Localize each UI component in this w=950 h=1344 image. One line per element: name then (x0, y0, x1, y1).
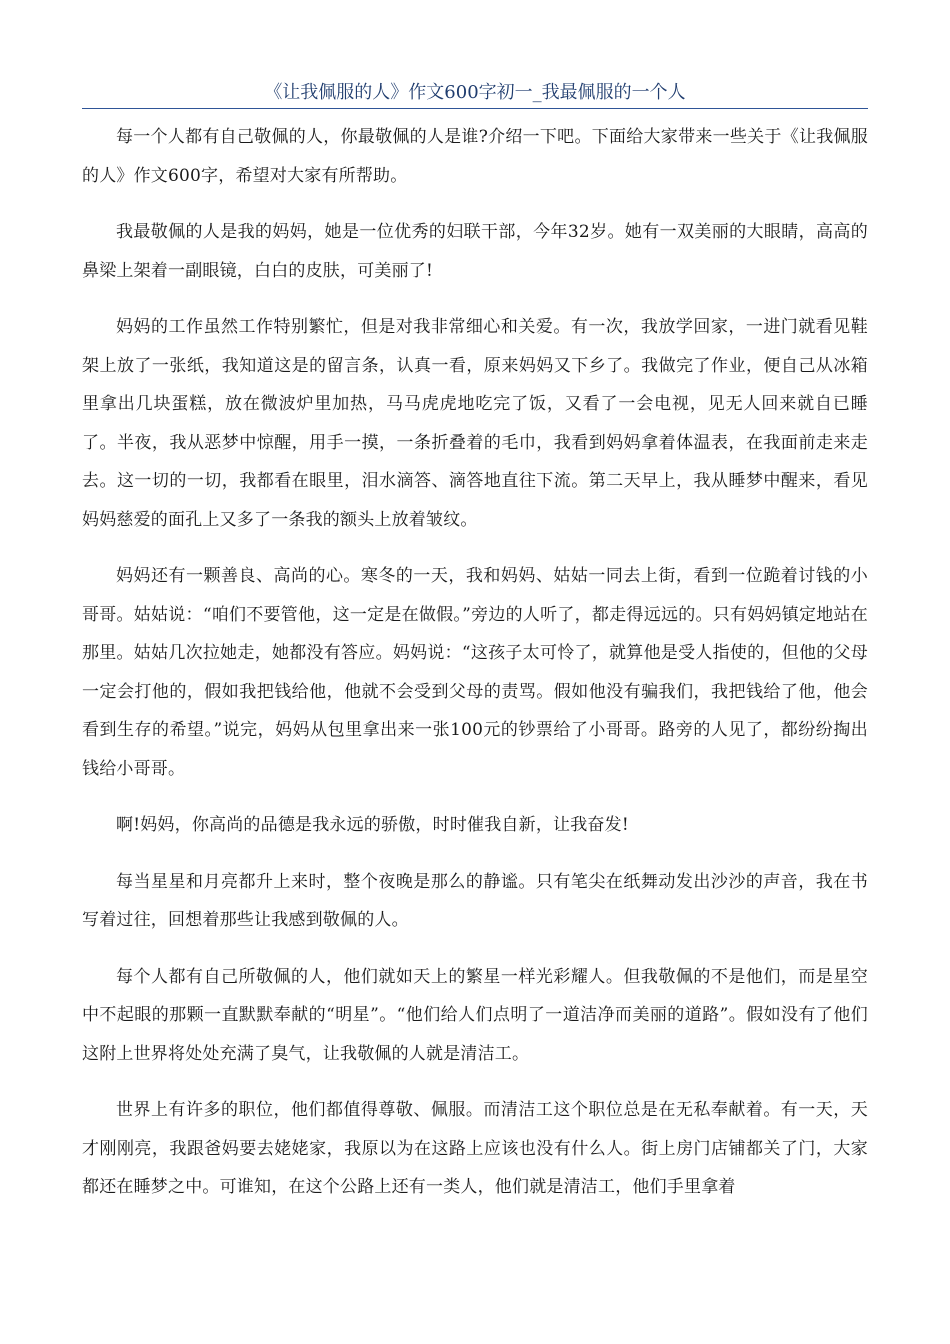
paragraph-exclamation: 啊!妈妈，你高尚的品德是我永远的骄傲，时时催我自新，让我奋发! (116, 815, 629, 835)
paragraph-mother-kindness: 妈妈还有一颗善良、高尚的心。寒冬的一天，我和妈妈、姑姑一同去上街，看到一位跪着讨钱的小哥哥。姑姑说：“咱们不要管他，这一定是在做假。”旁边的人听了，都走得远远的。只有妈妈镇定地站在那里。姑姑几次拉她走，她都没有答应。妈妈说：“这孩子太可怜了，就算他是受人指使的，但他的父母一定会打他的，假如我把钱给他，他就不会受到父母的责骂。假如他没有骗我们，我把钱给了他，他会看到生存的希望。”说完，妈妈从包里拿出来一张100元的钞票给了小哥哥。路旁的人见了，都纷纷掏出钱给小哥哥。 (82, 566, 868, 779)
title-underline (82, 108, 868, 109)
paragraph-night: 每当星星和月亮都升上来时，整个夜晚是那么的静谧。只有笔尖在纸舞动发出沙沙的声音，我在书写着过往，回想着那些让我感到敬佩的人。 (82, 871, 868, 930)
paragraph-intro: 每一个人都有自己敬佩的人，你最敬佩的人是谁?介绍一下吧。下面给大家带来一些关于《让我佩服的人》作文600字，希望对大家有所帮助。 (82, 127, 868, 186)
document-body (82, 118, 868, 1225)
paragraph-cleaners: 世界上有许多的职位，他们都值得尊敬、佩服。而清洁工这个职位总是在无私奉献着。有一天，天才刚刚亮，我跟爸妈要去姥姥家，我原以为在这路上应该也没有什么人。街上房门店铺都关了门，大家都还在睡梦之中。可谁知，在这个公路上还有一类人，他们就是清洁工，他们手里拿着 (82, 1100, 868, 1197)
paragraph-mother-description: 我最敬佩的人是我的妈妈，她是一位优秀的妇联干部，今年32岁。她有一双美丽的大眼睛，高高的鼻梁上架着一副眼镜，白白的皮肤，可美丽了! (82, 222, 868, 281)
paragraph-mother-care: 妈妈的工作虽然工作特别繁忙，但是对我非常细心和关爱。有一次，我放学回家，一进门就看见鞋架上放了一张纸，我知道这是的留言条，认真一看，原来妈妈又下乡了。我做完了作业，便自己从冰箱里拿出几块蛋糕，放在微波炉里加热，马马虎虎地吃完了饭，又看了一会电视，见无人回来就自已睡了。半夜，我从恶梦中惊醒，用手一摸，一条折叠着的毛巾，我看到妈妈拿着体温表，在我面前走来走去。这一切的一切，我都看在眼里，泪水滴答、滴答地直往下流。第二天早上，我从睡梦中醒来，看见妈妈慈爱的面孔上又多了一条我的额头上放着皱纹。 (82, 317, 868, 530)
document-title: 《让我佩服的人》作文600字初一_我最佩服的一个人 (264, 82, 686, 103)
paragraph-stars: 每个人都有自己所敬佩的人，他们就如天上的繁星一样光彩耀人。但我敬佩的不是他们，而是星空中不起眼的那颗一直默默奉献的“明星”。“他们给人们点明了一道洁净而美丽的道路”。假如没有了他们这附上世界将处处充满了臭气，让我敬佩的人就是清洁工。 (82, 966, 868, 1064)
